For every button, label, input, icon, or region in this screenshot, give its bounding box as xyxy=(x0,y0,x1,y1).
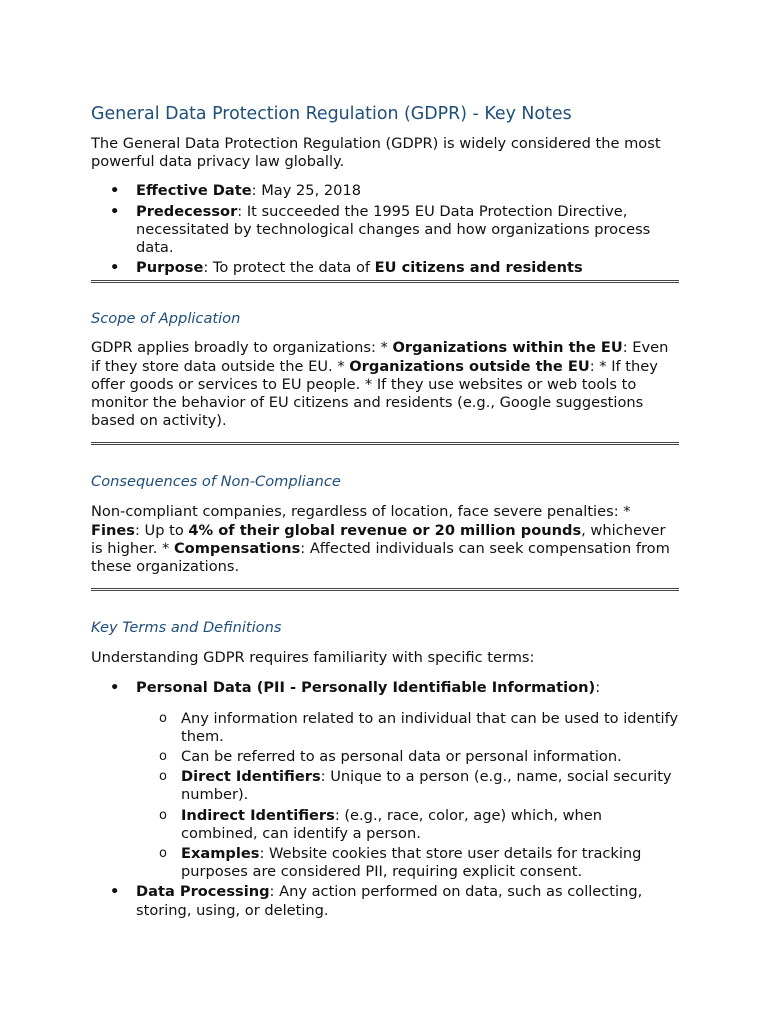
document-body xyxy=(91,103,679,920)
sub-item-text: : Website cookies that store user details for tracking purposes are considered PII, requiring explicit consent. xyxy=(181,845,642,881)
personal-data-sublist xyxy=(136,710,679,882)
terms-list xyxy=(91,679,679,919)
sub-item-text: Any information related to an individual that can be used to identify them. xyxy=(181,709,679,745)
purpose-bold-tail: EU citizens and residents xyxy=(374,259,583,277)
sub-item-text: : Unique to a person (e.g., name, social security number). xyxy=(181,768,672,804)
effective-date-label: Effective Date xyxy=(136,182,252,200)
consequences-paragraph xyxy=(91,503,679,576)
list-item xyxy=(91,768,679,804)
consequences-text-3: , whichever is higher. * xyxy=(91,521,666,557)
list-item xyxy=(91,807,679,843)
scope-bold-1: Organizations within the EU xyxy=(392,339,623,357)
data-processing-text: : Any action performed on data, such as collecting, storing, using, or deleting. xyxy=(136,883,643,919)
list-item-predecessor xyxy=(91,203,679,258)
consequences-text-2: : Up to xyxy=(134,521,189,539)
consequences-bold-1: Fines xyxy=(91,521,135,539)
sub-item-text: : (e.g., race, color, age) which, when combined, can identify a person. xyxy=(181,806,603,842)
sub-item-label: Examples xyxy=(181,845,260,863)
list-item-purpose xyxy=(91,259,679,277)
predecessor-text: : It succeeded the 1995 EU Data Protection Directive, necessitated by technological changes and how organizations process data. xyxy=(136,202,651,257)
section-divider xyxy=(91,442,679,445)
scope-paragraph xyxy=(91,339,679,430)
scope-bold-2: Organizations outside the EU xyxy=(349,357,590,375)
personal-data-suffix: : xyxy=(595,679,601,697)
consequences-heading: Consequences of Non-Compliance xyxy=(91,473,341,491)
purpose-text: : To protect the data of xyxy=(203,259,375,277)
consequences-text-4: : Affected individuals can seek compensation from these organizations. xyxy=(91,539,670,576)
sub-item-text: Can be referred to as personal data or personal information. xyxy=(181,748,622,766)
terms-intro: Understanding GDPR requires familiarity with specific terms: xyxy=(91,649,535,667)
predecessor-label: Predecessor xyxy=(136,202,238,220)
list-item-effective-date xyxy=(91,182,679,200)
list-item-personal-data xyxy=(91,679,679,881)
consequences-text-1: Non-compliant companies, regardless of location, face severe penalties: * xyxy=(91,503,631,521)
overview-list xyxy=(91,182,679,277)
personal-data-label: Personal Data (PII - Personally Identifiable Information) xyxy=(136,679,596,697)
intro-paragraph: The General Data Protection Regulation (GDPR) is widely considered the most powerful data privacy law globally. xyxy=(91,135,661,171)
terms-heading: Key Terms and Definitions xyxy=(91,619,282,637)
purpose-label: Purpose xyxy=(136,259,204,277)
sub-item-label: Indirect Identifiers xyxy=(181,806,335,824)
section-divider xyxy=(91,280,679,283)
scope-text-1: GDPR applies broadly to organizations: * xyxy=(91,339,393,357)
data-processing-label: Data Processing xyxy=(136,883,270,901)
effective-date-text: : May 25, 2018 xyxy=(251,182,362,200)
list-item xyxy=(91,845,679,881)
page-title: General Data Protection Regulation (GDPR) - Key Notes xyxy=(91,104,572,124)
scope-text-2: : Even if they store data outside the EU. * xyxy=(91,339,669,375)
scope-text-3: : * If they offer goods or services to EU people. * If they use websites or web tools to monitor the behavior of EU citizens and residents (e.g., Google suggestions based on activity). xyxy=(91,357,658,430)
list-item xyxy=(91,710,679,746)
consequences-bold-3: Compensations xyxy=(173,539,301,557)
sub-item-label: Direct Identifiers xyxy=(181,768,321,786)
list-item xyxy=(91,748,679,766)
section-divider xyxy=(91,588,679,591)
scope-heading: Scope of Application xyxy=(91,310,241,328)
list-item-data-processing xyxy=(91,883,679,919)
consequences-bold-2: 4% of their global revenue or 20 million pounds xyxy=(188,521,582,539)
